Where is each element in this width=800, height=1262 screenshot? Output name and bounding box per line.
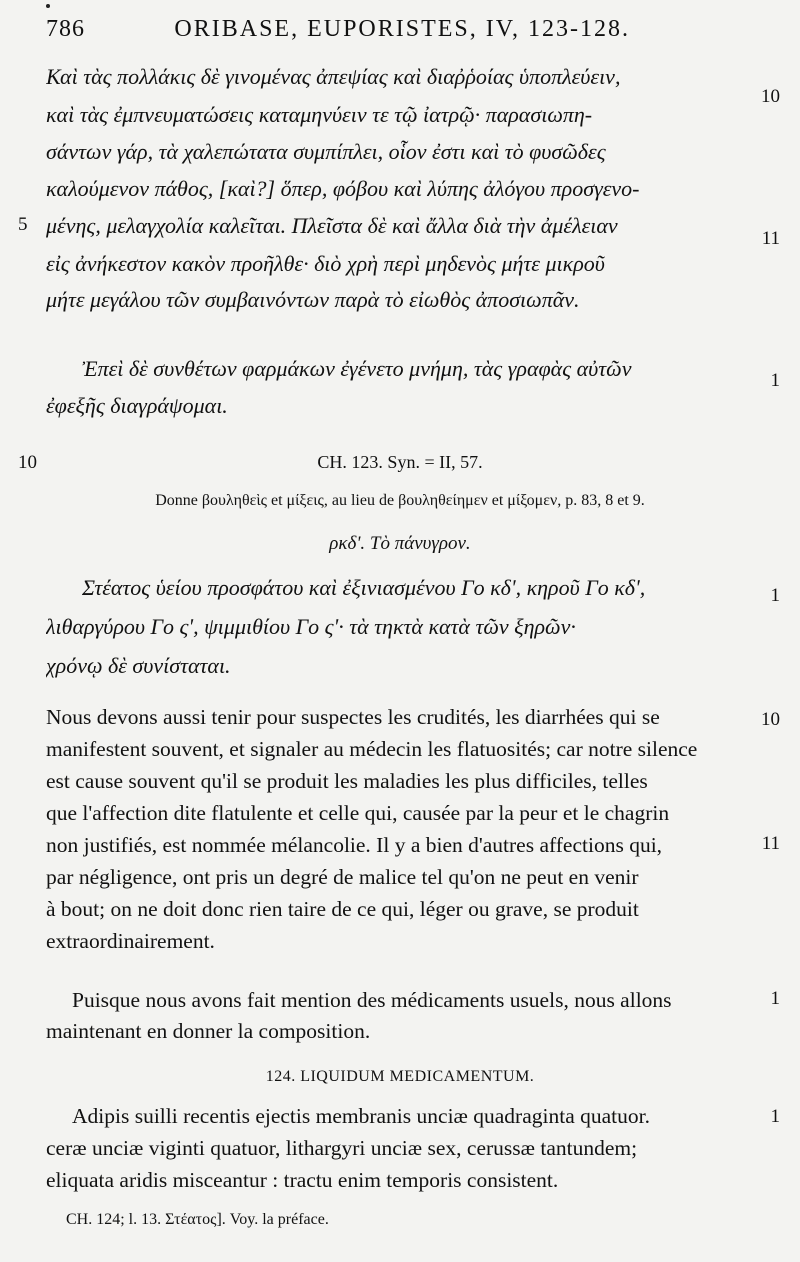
margin-number: 11 (761, 833, 780, 854)
greek-line: Ἐπεὶ δὲ συνθέτων φαρμάκων ἐγένετο μνήμη, τὰς γραφὰς αὐτῶν (82, 356, 632, 381)
running-header (46, 16, 630, 43)
greek-line: Στέατος ὑείου προσφάτου καὶ ἐξινιασμένου Γο κδʹ, κηροῦ Γο κδʹ, (82, 575, 646, 600)
chapter-reference: CH. 123. Syn. = II, 57. (317, 452, 483, 472)
margin-number: 1 (770, 988, 780, 1009)
latin-line: Adipis suilli recentis ejectis membranis unciæ quadraginta quatuor. (72, 1104, 650, 1128)
footnote: CH. 124; l. 13. Στέατος]. Voy. la préface. (66, 1211, 329, 1228)
greek-line: λιθαργύρου Γο ςʹ, ψιμμιθίου Γο ςʹ· τὰ τηκτὰ κατὰ τῶν ξηρῶν· (46, 614, 576, 639)
greek-line: σάντων γάρ, τὰ χαλεπώτατα συμπίπλει, οἷον ἐστι καὶ τὸ φυσῶδες (46, 139, 606, 164)
french-line: extraordinairement. (46, 929, 215, 953)
latin-line: eliquata aridis misceantur : tractu enim temporis consistent. (46, 1168, 559, 1192)
greek-line: μένης, μελαγχολία καλεῖται. Πλεῖστα δὲ καὶ ἄλλα διὰ τὴν ἀμέλειαν (46, 213, 618, 238)
margin-number: 10 (18, 452, 37, 473)
greek-line: καὶ τὰς ἐμπνευματώσεις καταμηνύειν τε τῷ ἰατρῷ· παρασιωπη- (46, 102, 593, 127)
greek-line: χρόνῳ δὲ συνίσταται. (46, 653, 231, 678)
french-line: non justifiés, est nommée mélancolie. Il y a bien d'autres affections qui, (46, 833, 663, 857)
margin-number: 10 (761, 709, 780, 730)
french-line: que l'affection dite flatulente et celle qui, causée par la peur et le chagrin (46, 801, 670, 825)
french-line: maintenant en donner la composition. (46, 1019, 371, 1043)
margin-number: 1 (770, 370, 780, 391)
margin-number: 5 (18, 214, 28, 235)
latin-title: 124. LIQUIDUM MEDICAMENTUM. (265, 1068, 535, 1085)
page-number: 786 (46, 16, 85, 42)
french-line: à bout; on ne doit donc rien taire de ce qui, léger ou grave, se produit (46, 897, 639, 921)
greek-line: μήτε μεγάλου τῶν συμβαινόντων παρὰ τὸ εἰωθὸς ἀποσιωπᾶν. (46, 287, 580, 312)
french-line: par négligence, ont pris un degré de malice tel qu'on ne peut en venir (46, 865, 639, 889)
french-line: manifestent souvent, et signaler au médecin les flatuosités; car notre silence (46, 737, 698, 761)
greek-line: ἐφεξῆς διαγράψομαι. (46, 393, 228, 418)
greek-line: καλούμενον πάθος, [καὶ?] ὅπερ, φόβου καὶ λύπης ἀλόγου προσγενο- (46, 176, 640, 201)
margin-number: 1 (770, 1106, 780, 1127)
running-title: ORIBASE, EUPORISTES, IV, 123-128. (174, 16, 630, 42)
margin-number: 11 (761, 228, 780, 249)
margin-number: 10 (761, 86, 780, 107)
french-line: est cause souvent qu'il se produit les maladies les plus difficiles, telles (46, 769, 648, 793)
recipe-title-greek: ρκδʹ. Τὸ πάνυγρον. (329, 533, 471, 554)
margin-number: 1 (770, 585, 780, 606)
ink-dot (46, 4, 50, 8)
latin-line: ceræ unciæ viginti quatuor, lithargyri unciæ sex, cerussæ tantundem; (46, 1136, 638, 1160)
greek-line: Καὶ τὰς πολλάκις δὲ γινομένας ἀπεψίας καὶ διαῤῥοίας ὑποπλεύειν, (46, 64, 621, 89)
chapter-note: Donne βουληθεὶς et μίξεις, au lieu de βουληθείημεν et μίξομεν, p. 83, 8 et 9. (155, 492, 645, 509)
french-line: Puisque nous avons fait mention des médicaments usuels, nous allons (72, 988, 672, 1012)
french-line: Nous devons aussi tenir pour suspectes les crudités, les diarrhées qui se (46, 705, 660, 729)
greek-line: εἰς ἀνήκεστον κακὸν προῆλθε· διὸ χρὴ περὶ μηδενὸς μήτε μικροῦ (46, 251, 605, 276)
